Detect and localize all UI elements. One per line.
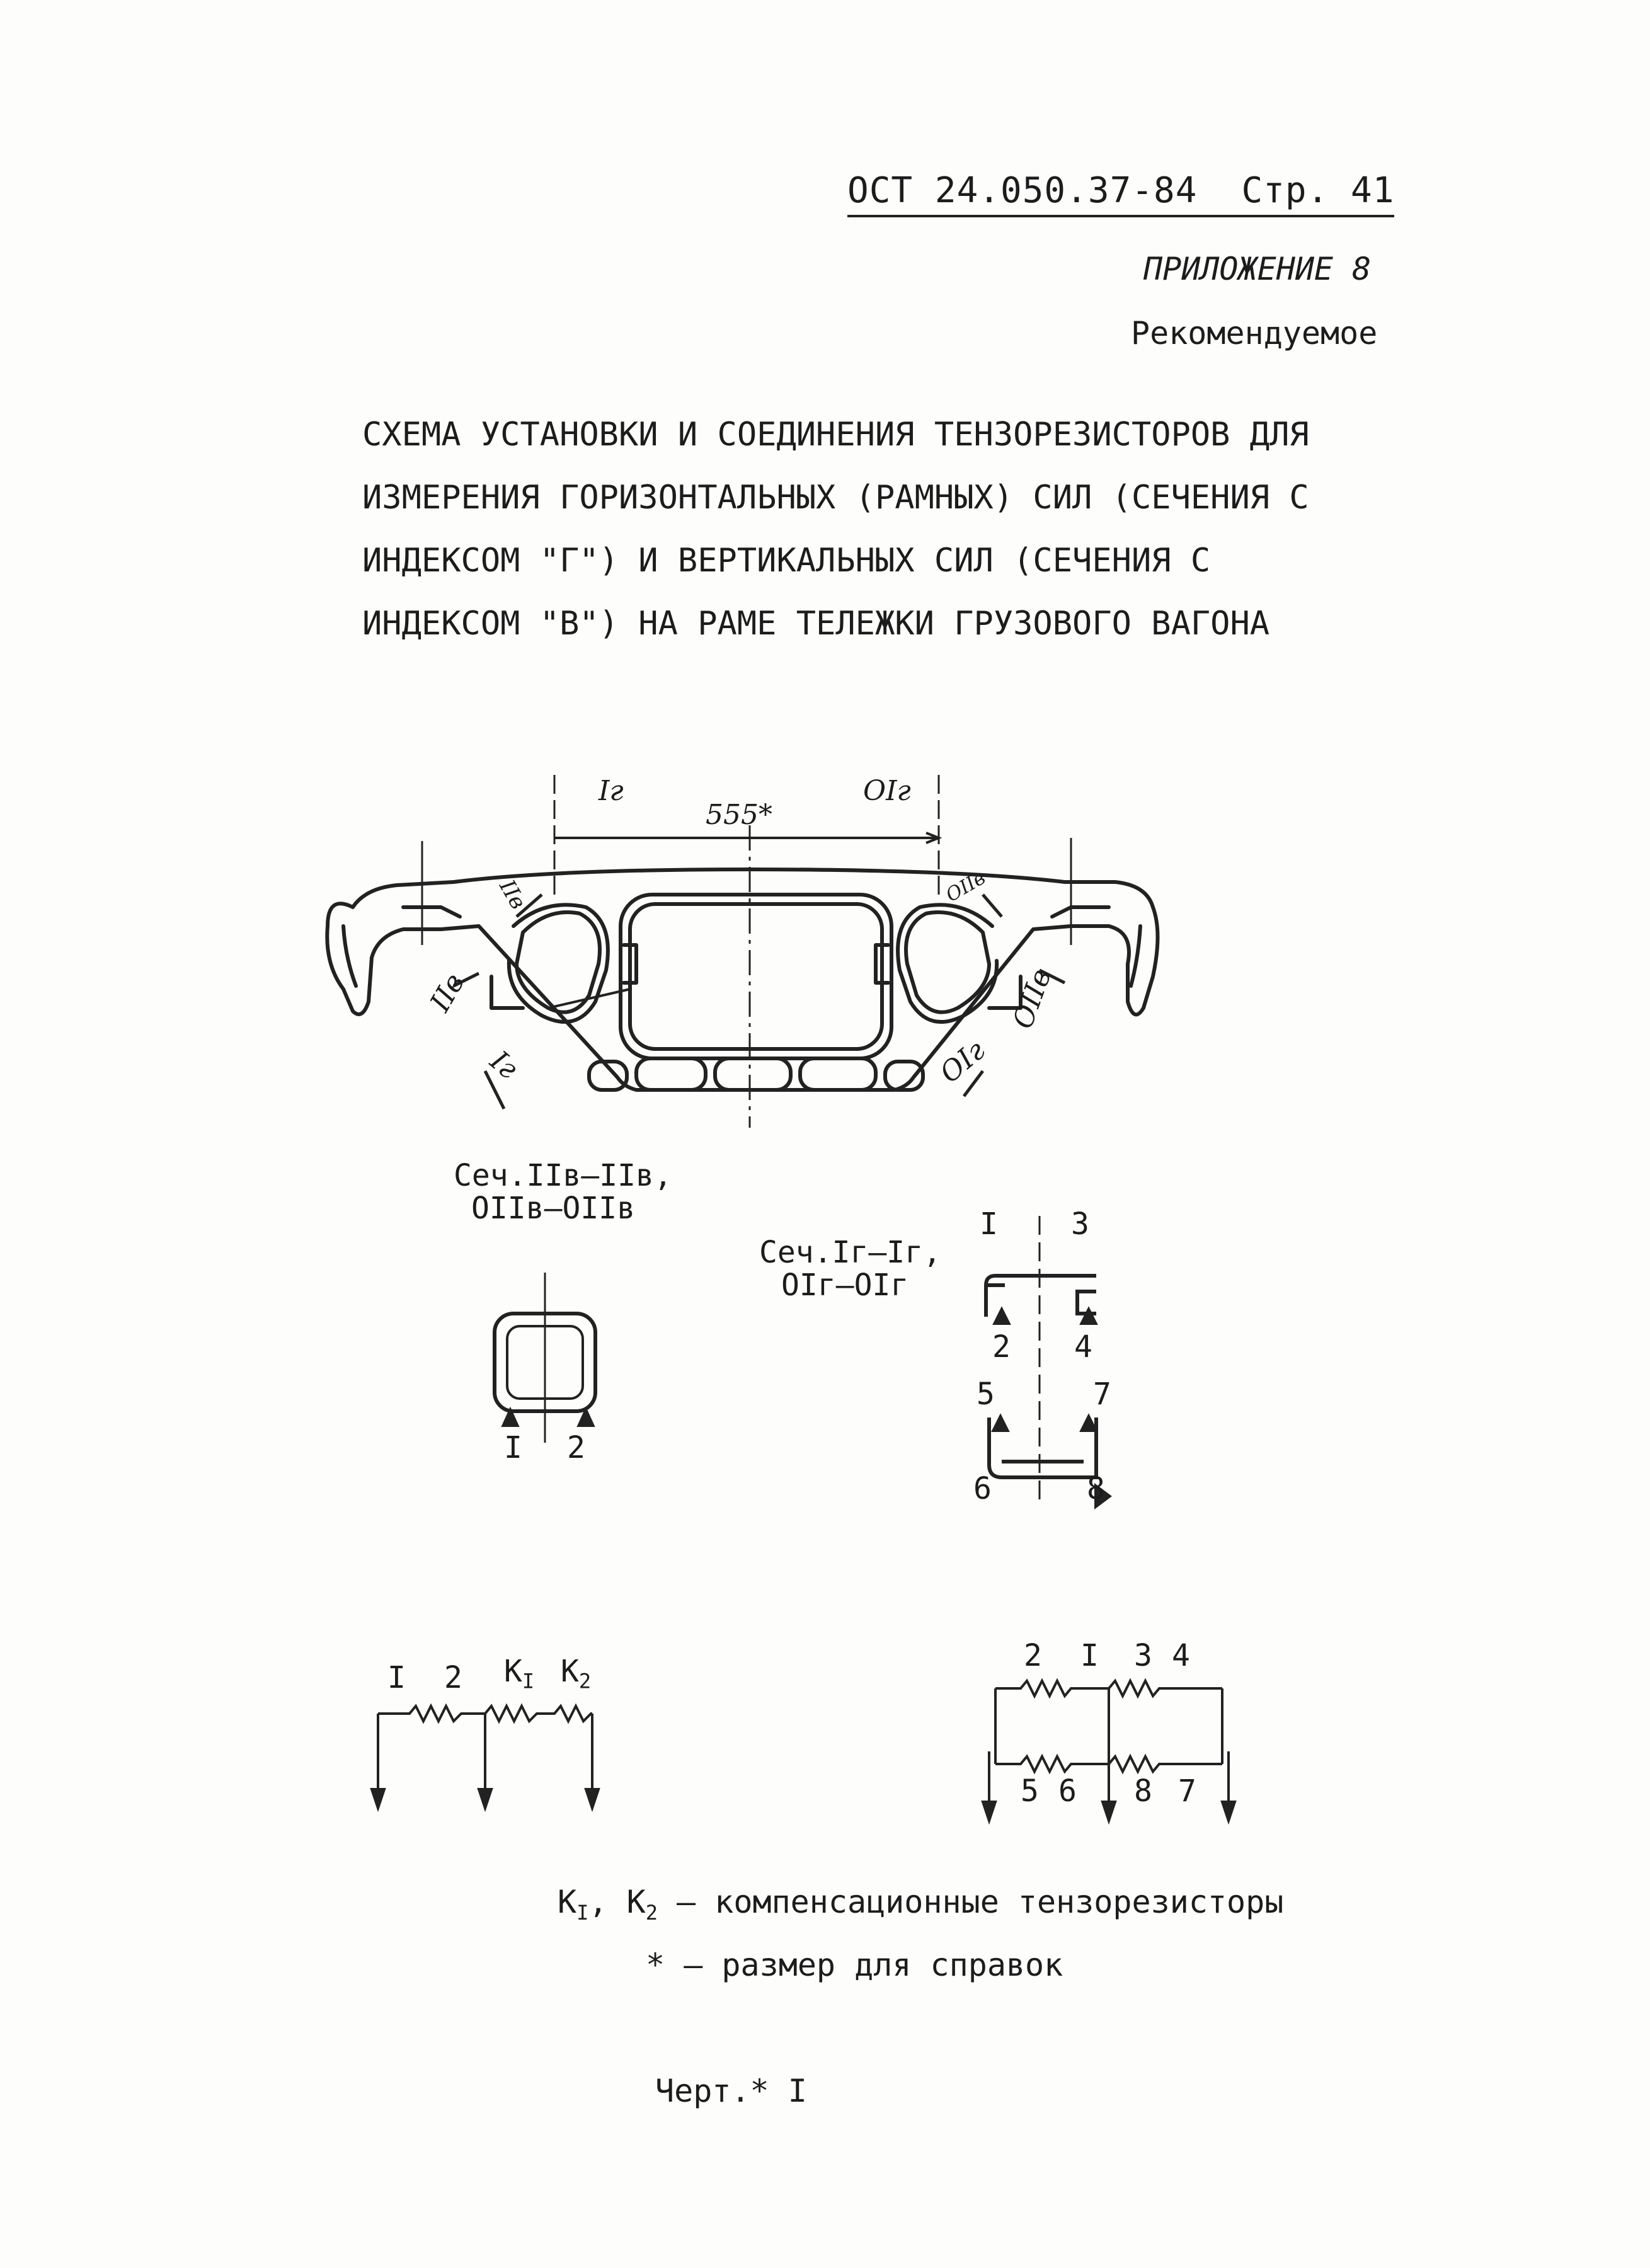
- circuit-left-k1: $K_I$: [504, 1654, 535, 1693]
- dim-label-right: OIг: [863, 775, 911, 807]
- circuit-left-label-2: 2: [444, 1660, 462, 1695]
- section-mark-right-arrow: OIIв: [1006, 965, 1058, 1033]
- circuit-right-bottom-5: 5: [1021, 1773, 1039, 1809]
- circuit-right-bottom-8: 8: [1134, 1773, 1152, 1809]
- section-mark-top-left: IIв: [494, 875, 531, 914]
- channel-section-caption-2: OIг–OIг: [781, 1268, 909, 1303]
- box-section-caption-2: OIIв–OIIв: [471, 1191, 636, 1226]
- circuit-right-top-1: I: [1080, 1638, 1099, 1673]
- circuit-left-label-1: I: [387, 1660, 406, 1695]
- standard-number: ОСТ 24.050.37-84: [847, 170, 1198, 211]
- circuit-right-top-4: 4: [1172, 1638, 1190, 1673]
- document-title: СХЕМА УСТАНОВКИ И СОЕДИНЕНИЯ ТЕНЗОРЕЗИСТОРОВ ДЛЯ ИЗМЕРЕНИЯ ГОРИЗОНТАЛЬНЫХ (РАМНЫХ) СИЛ (СЕЧЕНИЯ С ИНДЕКСОМ "Г") И ВЕРТИКАЛЬНЫХ СИЛ (СЕЧЕНИЯ С ИНДЕКСОМ "В") НА РАМЕ ТЕЛЕЖКИ ГРУЗОВОГО ВАГОНА: [362, 416, 1309, 643]
- appendix-label: ПРИЛОЖЕНИЕ 8: [1143, 251, 1372, 287]
- legend-reference: * – размер для справок: [646, 1947, 1063, 1983]
- channel-label-7: 7: [1093, 1377, 1111, 1412]
- channel-label-2: 2: [992, 1329, 1011, 1365]
- box-section-drawing: [495, 1273, 595, 1443]
- box-gauge-label-1: I: [504, 1430, 522, 1465]
- section-mark-left-arrow: IIв: [424, 968, 471, 1017]
- circuit-right-top-3: 3: [1134, 1638, 1152, 1673]
- circuit-right-bottom-6: 6: [1058, 1773, 1077, 1809]
- dim-label-left: Iг: [599, 775, 624, 807]
- page-number: Стр. 41: [1241, 170, 1395, 211]
- legend-compensating: $K_I$, $K_2$ – компенсационные тензорезисторы: [558, 1884, 1284, 1925]
- circuit-right-top-2: 2: [1024, 1638, 1042, 1673]
- section-mark-top-right: OIIв: [942, 866, 990, 907]
- status-label: Рекомендуемое: [1131, 315, 1378, 352]
- right-window: [898, 905, 997, 1022]
- drawing-number: Черт.* I: [655, 2073, 807, 2109]
- channel-label-top-3: 3: [1071, 1206, 1089, 1242]
- dim-value: 555*: [706, 799, 772, 831]
- channel-label-5: 5: [977, 1377, 995, 1412]
- left-circuit: [372, 1706, 599, 1808]
- channel-label-8: 8: [1087, 1471, 1105, 1506]
- section-mark-right-bottom: OIг: [934, 1034, 992, 1090]
- box-gauge-label-2: 2: [567, 1430, 585, 1465]
- box-section-caption-1: Сеч.IIв–IIв,: [454, 1158, 672, 1193]
- circuit-left-k2: $K_2$: [561, 1654, 592, 1693]
- channel-label-top-1: I: [980, 1206, 998, 1242]
- circuit-right-bottom-7: 7: [1178, 1773, 1196, 1809]
- bottom-chambers: [589, 1058, 923, 1090]
- center-opening: [621, 895, 891, 1058]
- section-mark-left-bottom: Iг: [484, 1045, 524, 1085]
- channel-section-caption-1: Сеч.Iг–Iг,: [759, 1235, 941, 1270]
- channel-label-6: 6: [973, 1471, 992, 1506]
- channel-label-4: 4: [1074, 1329, 1092, 1365]
